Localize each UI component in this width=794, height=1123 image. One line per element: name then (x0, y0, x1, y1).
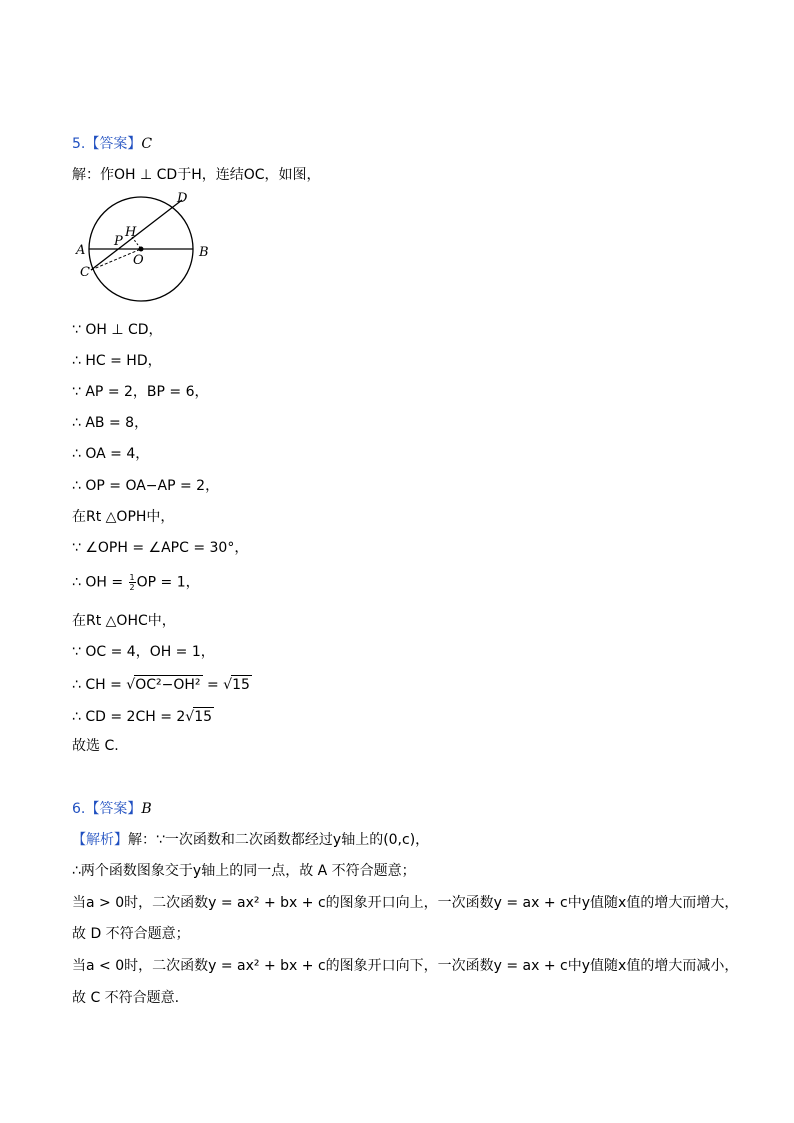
q5-step-3: ∵ AP = 2，BP = 6， (72, 384, 209, 400)
sqrt-sign-3: √ (185, 709, 195, 725)
fraction-denominator: 2 (129, 583, 135, 592)
q5-step-oh-prefix: ∴ OH = (72, 574, 128, 591)
q5-step-oh (72, 573, 200, 592)
q5-step-ch-mid: = (202, 677, 224, 693)
q5-answer: C (141, 136, 153, 152)
q5-step-1: ∵ OH ⊥ CD， (72, 322, 163, 338)
q5-step-oh-suffix: OP = 1， (136, 574, 200, 591)
q5-step-2: ∴ HC = HD， (72, 353, 162, 369)
q6-line-1-text: 解：∵一次函数和二次函数都经过y轴上的(0,c)， (128, 832, 430, 848)
q6-line-2: ∴两个函数图象交于y轴上的同一点，故 A 不符合题意； (72, 863, 416, 879)
q6-analysis-label: 【解析】 (72, 832, 128, 848)
fraction (129, 573, 136, 592)
q5-step-6: ∴ OP = OA−AP = 2， (72, 478, 220, 494)
label-d: D (177, 191, 188, 206)
fraction-numerator: 1 (129, 573, 135, 582)
q6-answer: B (141, 801, 152, 817)
label-h: H (125, 225, 137, 240)
q5-step-7: 在Rt △OPH中， (72, 509, 175, 525)
q5-conclusion: 故选 C. (72, 738, 119, 754)
q6-line-6: 故 C 不符合题意. (72, 990, 180, 1006)
label-p: P (114, 234, 123, 249)
label-o: O (133, 253, 144, 268)
q6-line-4: 故 D 不符合题意； (72, 926, 190, 942)
label-b: B (199, 245, 209, 260)
q6-number: 6. (72, 801, 86, 817)
q5-step-4: ∴ AB = 8， (72, 415, 149, 431)
sqrt-radicand: OC²−OH² (135, 677, 201, 693)
q5-intro: 解：作OH ⊥ CD于H，连结OC，如图， (72, 167, 321, 183)
q5-step-5: ∴ OA = 4， (72, 446, 150, 462)
q5-step-oc: ∵ OC = 4，OH = 1， (72, 644, 215, 660)
q6-heading (72, 800, 152, 818)
circle-figure (72, 188, 222, 310)
q5-step-8: ∵ ∠OPH = ∠APC = 30°， (72, 540, 249, 556)
q5-step-ch (72, 675, 252, 694)
sqrt-sign-2: √ (223, 677, 233, 693)
q5-step-cd-prefix: ∴ CD = 2CH = 2 (72, 709, 186, 725)
q5-heading (72, 135, 152, 153)
q5-step-ch-prefix: ∴ CH = (72, 677, 127, 693)
q5-answer-label: 【答案】 (85, 136, 142, 152)
label-c: C (80, 265, 90, 280)
q5-step-rt2: 在Rt △OHC中， (72, 613, 176, 629)
label-a: A (76, 243, 86, 258)
q6-answer-label: 【答案】 (85, 801, 142, 817)
sqrt-radicand-2: 15 (232, 677, 250, 693)
sqrt-radicand-3: 15 (194, 709, 213, 725)
q6-line-1 (72, 831, 429, 849)
center-point (139, 247, 144, 252)
sqrt-sign: √ (126, 677, 136, 693)
q6-line-3: 当a > 0时，二次函数y = ax² + bx + c的图象开口向上，一次函数y = ax + c中y值随x值的增大而增大， (72, 895, 739, 911)
q5-step-cd (72, 707, 214, 726)
q5-number: 5. (72, 136, 86, 152)
q6-line-5: 当a < 0时，二次函数y = ax² + bx + c的图象开口向下，一次函数y = ax + c中y值随x值的增大而减小， (72, 958, 739, 974)
